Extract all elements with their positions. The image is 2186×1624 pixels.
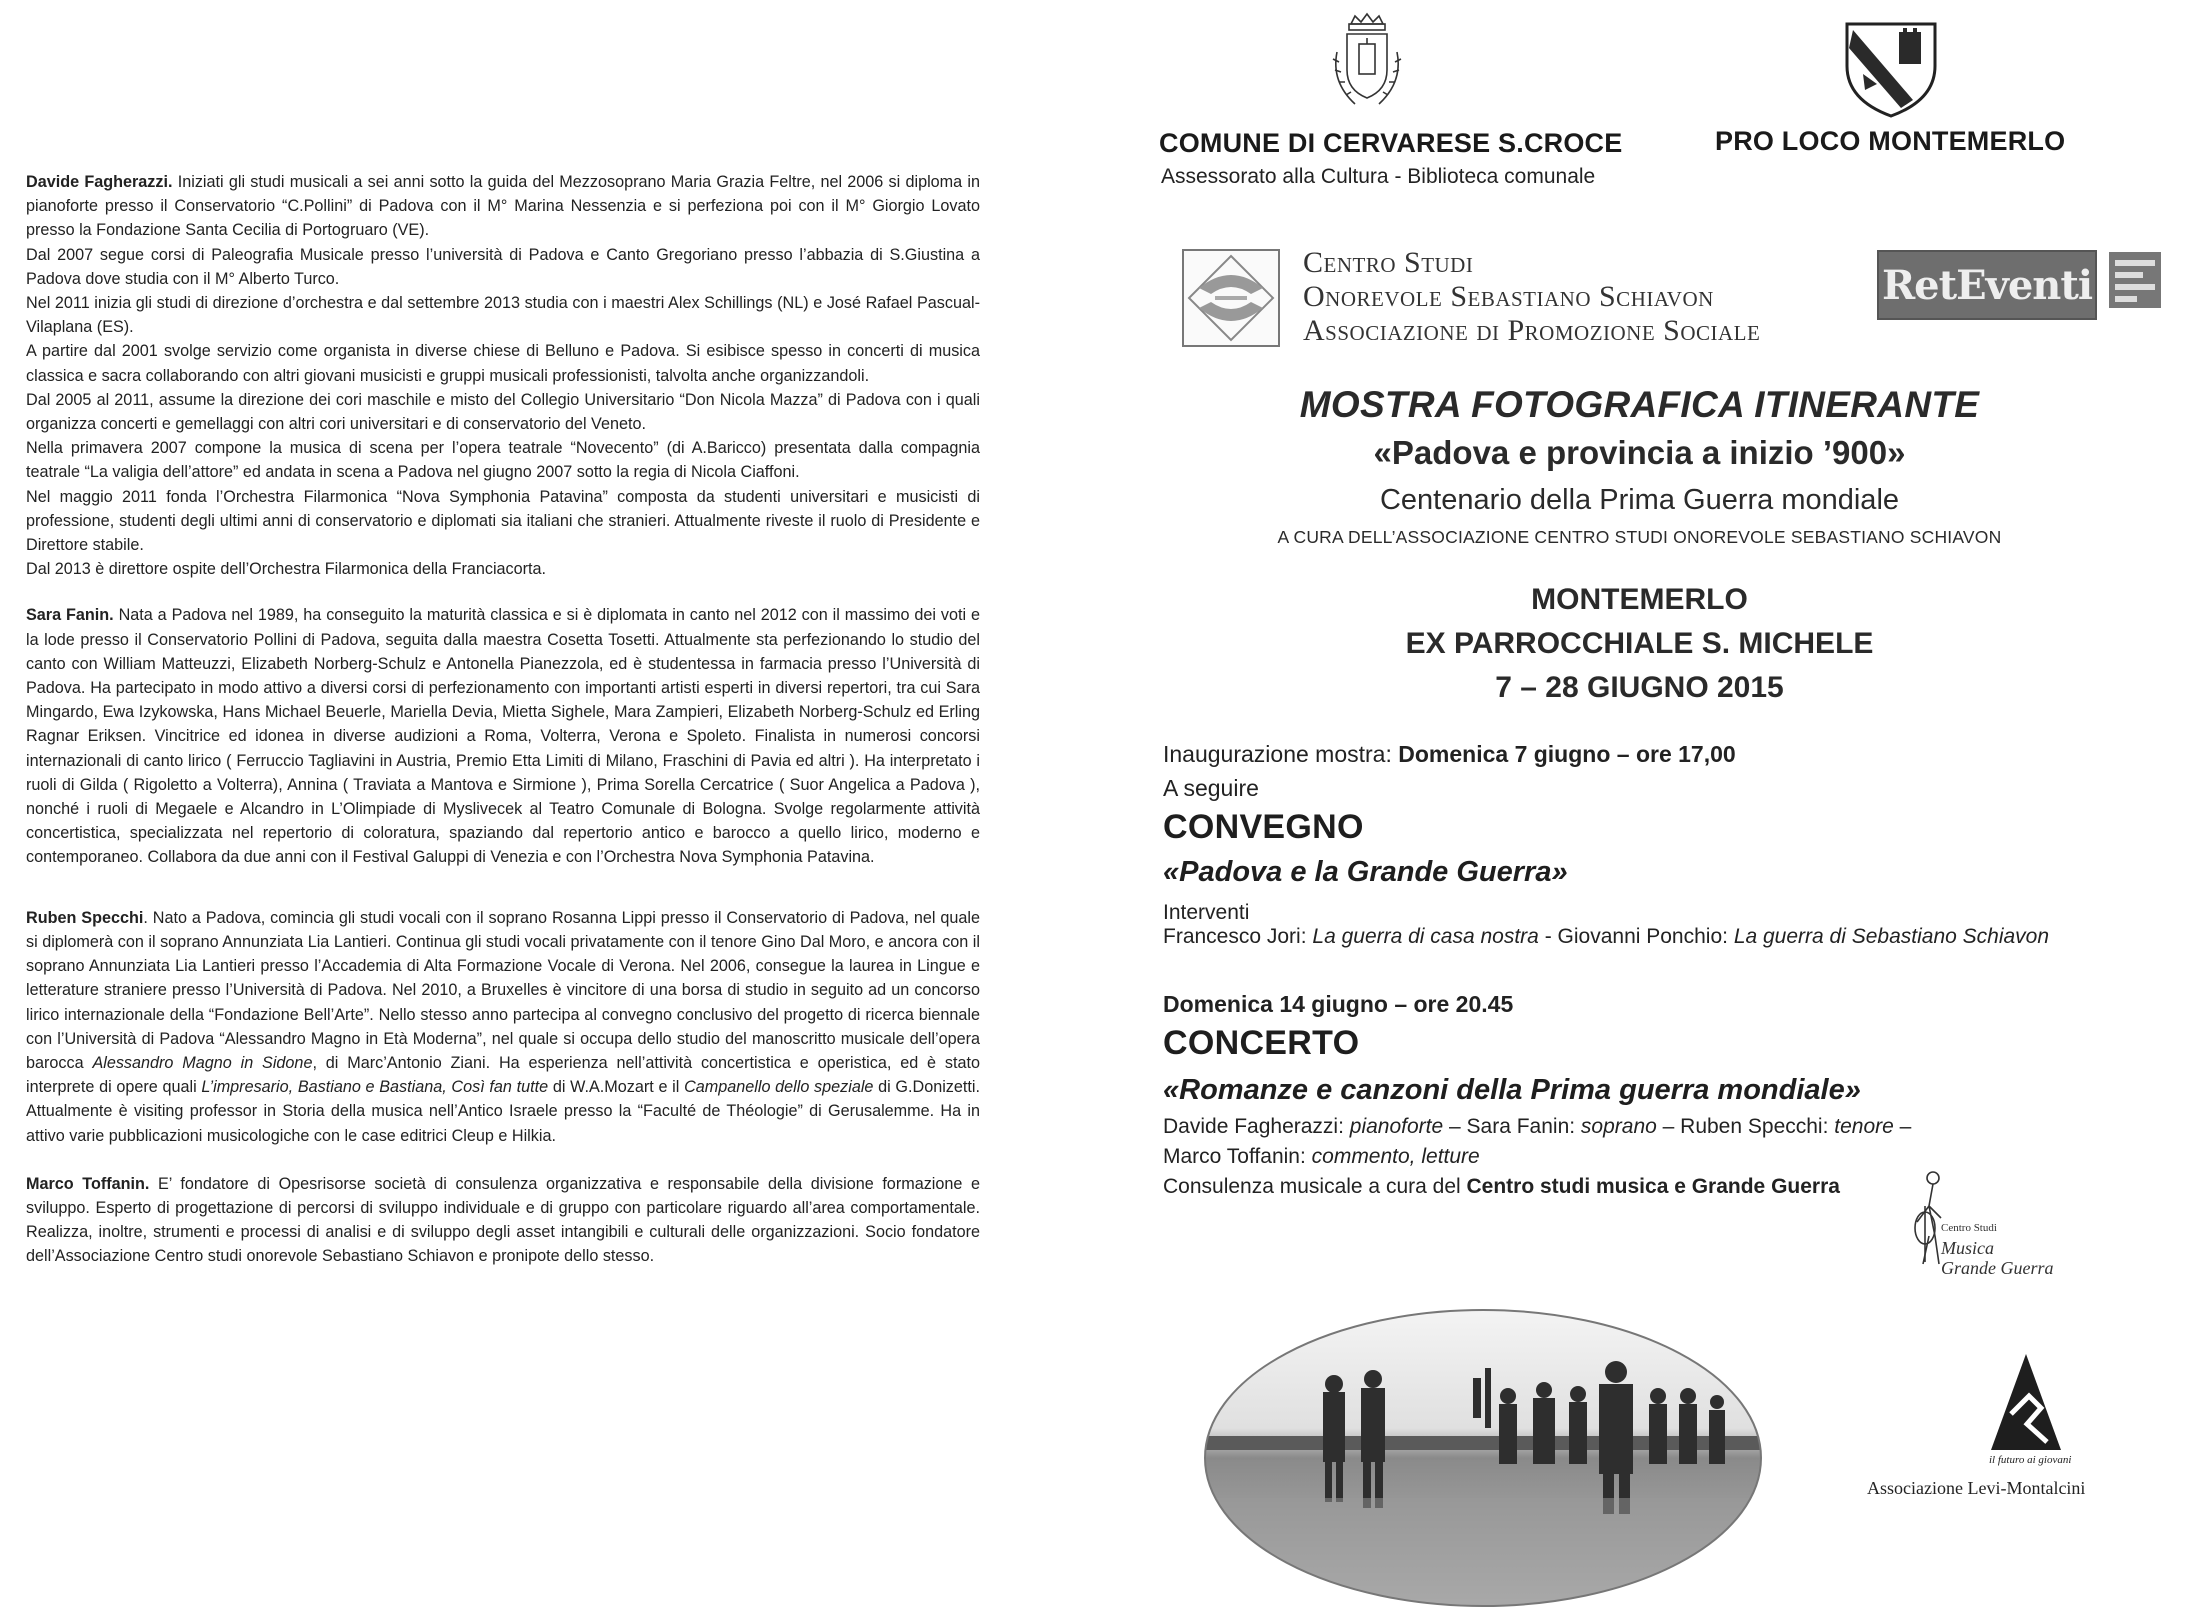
bio-text: . Nato a Padova, comincia gli studi vocali con il soprano Rosanna Lippi presso il Conservatorio di Padova, nel quale si diplomerà con il soprano Annunziata Lia Lantieri. Continua gli studi vocali privatamente con il tenore Gino Dal Moro, e ancora con il soprano Annunziata Lia Lantieri presso l’Accademia di Alta Formazione Vocale di Verona. Nel 2006, consegue la laurea in Lingue e letterature straniere presso l’Università di Padova. Nel 2010, a Bruxelles è vincitore di una borsa di studio in seguito ad un concorso lirico internazionale della “Fondazione Bell’Arte”. Nello stesso anno partecipa al convegno conclusivo del progetto di ricerca biennale con l’Università di Padova “Alessandro Magno in Età Moderna”, nel quale si occupa dello studio del manoscritto musicale dell’opera barocca (26, 908, 981, 1072)
concerto-date: Domenica 14 giugno – ore 20.45 (1163, 991, 1514, 1017)
biographies (26, 170, 980, 1269)
curated-by-line: A CURA DELL’ASSOCIAZIONE CENTRO STUDI ONOREVOLE SEBASTIANO SCHIAVON (1277, 527, 2002, 547)
bio-name: Davide Fagherazzi. (26, 173, 173, 191)
performer-role: soprano (1580, 1115, 1657, 1138)
concerto-performers-line2 (1163, 1142, 1480, 1172)
separator: - (1538, 925, 1558, 948)
centro-studi-text (1303, 246, 1760, 348)
bio-paragraph: Dal 2005 al 2011, assume la direzione dei cori maschile e misto del Collegio Universitario “Don Nicola Mazza” di Padova con i quali organizza concerti e gemellaggi con altri cori universitari e di conservatorio del Veneto. (26, 390, 980, 434)
levi-montalcini-logo-icon (1989, 1352, 2063, 1452)
convegno-title: «Padova e la Grande Guerra» (1163, 856, 1568, 888)
performer-role: tenore (1834, 1115, 1894, 1138)
concerto-performers-line1 (1163, 1112, 1911, 1142)
performer-name: Davide Fagherazzi: (1163, 1115, 1350, 1138)
concerto-heading: CONCERTO (1163, 1024, 1360, 1062)
venue-block (1093, 578, 2186, 710)
consulenza-label: Consulenza musicale a cura del (1163, 1175, 1467, 1198)
consulenza-line (1163, 1172, 1840, 1202)
bio-opera-title: Campanello dello speziale (684, 1078, 874, 1097)
bio-paragraph: Dal 2013 è direttore ospite dell’Orchestra Filarmonica della Franciacorta. (26, 560, 547, 579)
levi-name: Associazione Levi-Montalcini (1867, 1478, 2086, 1498)
bio-name: Ruben Specchi (26, 908, 144, 927)
historic-photo (1203, 1308, 1763, 1608)
comune-subtitle: Assessorato alla Cultura - Biblioteca comunale (1161, 165, 1596, 188)
speaker-name: Giovanni Ponchio: (1557, 925, 1734, 948)
venue-place: EX PARROCCHIALE S. MICHELE (1405, 627, 1874, 660)
performer-role: commento, letture (1311, 1145, 1480, 1168)
exhibition-title: MOSTRA FOTOGRAFICA ITINERANTE (1299, 384, 1980, 425)
bio-davide-fagherazzi (26, 170, 980, 581)
musica-logo-line: Musica (1941, 1238, 1994, 1258)
a-seguire: A seguire (1163, 775, 1259, 801)
performer-name: – Ruben Specchi: (1656, 1115, 1835, 1138)
centenary-line: Centenario della Prima Guerra mondiale (1379, 484, 1900, 516)
inauguration-label: Inaugurazione mostra: (1163, 741, 1399, 767)
centro-line: Associazione di Promozione Sociale (1303, 314, 1761, 347)
concerto-title: «Romanze e canzoni della Prima guerra mondiale» (1163, 1074, 1861, 1106)
convegno-speakers (1163, 922, 2049, 952)
bio-paragraph: A partire dal 2001 svolge servizio come organista in diverse chiese di Belluno e Padova. Si esibisce spesso in concerti di musica classica e sacra collaborando con altri giovani musicisti e gruppi musicali professionisti, talvolta anche organizzandoli. (26, 342, 980, 385)
centro-studi-logo-icon (1181, 248, 1281, 348)
comune-name: COMUNE DI CERVARESE S.CROCE (1159, 128, 1623, 158)
centro-line: Centro Studi (1303, 246, 1474, 279)
musica-logo-line: Centro Studi (1941, 1222, 1997, 1234)
reteventi-logo-text: RetEventi (1881, 261, 2093, 309)
performer-role: pianoforte (1349, 1115, 1444, 1138)
bio-paragraph: Iniziati gli studi musicali a sei anni sotto la guida del Mezzosoprano Maria Grazia Feltre, nel 2006 si diploma in pianoforte presso il Conservatorio “C.Pollini” di Padova con il M° Marina Nessenzia e si perfeziona poi con il M° Giorgio Lovato presso la Fondazione Santa Cecilia di Portogruaro (VE). (26, 173, 980, 240)
bio-name: Marco Toffanin. (26, 1174, 150, 1193)
bio-paragraph: Nel maggio 2011 fonda l’Orchestra Filarmonica “Nova Symphonia Patavina” composta da studenti universitari e musicisti di professione, studenti degli ultimi anni di conservatorio e diplomati sia italiani che stranieri. Attualmente riveste il ruolo di Presidente e Direttore stabile. (26, 487, 980, 555)
bio-paragraph: Nella primavera 2007 compone la musica di scena per l’opera teatrale “Novecento” (di A.Baricco) presentata dalla compagnia teatrale “La valigia dell’attore” ed andata in scena a Padova nel giugno 2007 sotto la regia di Nicola Ciaffoni. (26, 439, 980, 482)
centro-line: Onorevole Sebastiano Schiavon (1303, 280, 1714, 313)
talk-title: La guerra di casa nostra (1312, 925, 1539, 948)
musica-logo-line: Grande Guerra (1941, 1258, 2054, 1278)
convegno-heading: CONVEGNO (1163, 808, 1364, 846)
bio-name: Sara Fanin. (26, 606, 114, 625)
inauguration-line (1163, 738, 1736, 771)
speaker-name: Francesco Jori: (1163, 925, 1313, 948)
bio-text: , di Marc’Antonio Ziani. Ha esperienza nell’attività concertistica e operistica, ed è stato interprete di opere quali (26, 1053, 980, 1097)
venue-dates: 7 – 28 GIUGNO 2015 (1495, 671, 1784, 704)
bio-sara-fanin (26, 603, 980, 869)
bio-ruben-specchi (26, 906, 980, 1148)
bio-text: di G.Donizetti. Attualmente è visiting professor in Storia della musica nell’Antico Israele presso la “Faculté de Théologie” di Gerusalemme. Ha in attivo varie pubblicazioni musicologiche con le case editrici Cleup e Hilkia. (26, 1078, 980, 1145)
talk-title: La guerra di Sebastiano Schiavon (1733, 925, 2050, 948)
interventi-label: Interventi (1163, 901, 1250, 924)
reteventi-logo (1877, 250, 2097, 320)
consulenza-org: Centro studi musica e Grande Guerra (1466, 1175, 1840, 1198)
bio-paragraph: Nel 2011 inizia gli studi di direzione d’orchestra e dal settembre 2013 studia con i maestri Alex Schillings (NL) e José Rafael Pascual-Vilaplana (ES). (26, 294, 980, 337)
bio-marco-toffanin (26, 1172, 980, 1269)
bio-text: di W.A.Mozart e il (548, 1078, 685, 1097)
bio-opera-title: L’impresario, Bastiano e Bastiana, Così fan tutte (201, 1078, 549, 1097)
small-logo-icon (2109, 252, 2161, 308)
exhibition-subtitle: «Padova e provincia a inizio ’900» (1373, 434, 1906, 471)
performer-name: Marco Toffanin: (1163, 1145, 1312, 1168)
comune-crest-icon (1325, 12, 1409, 112)
bio-paragraph: Dal 2007 segue corsi di Paleografia Musicale presso l’università di Padova e Canto Gregoriano presso l’abbazia di S.Giustina a Padova dove studia con il M° Alberto Turco. (26, 245, 980, 288)
venue-town: MONTEMERLO (1531, 583, 1748, 616)
proloco-name: PRO LOCO MONTEMERLO (1715, 126, 2066, 156)
proloco-shield-icon (1843, 18, 1939, 118)
inauguration-date: Domenica 7 giugno – ore 17,00 (1398, 741, 1736, 767)
levi-tagline: il futuro ai giovani (1989, 1454, 2072, 1466)
performer-name: – Sara Fanin: (1443, 1115, 1581, 1138)
separator: – (1893, 1115, 1912, 1138)
bio-paragraph: Nata a Padova nel 1989, ha conseguito la maturità classica e si è diplomata in canto nel 2012 con il massimo dei voti e la lode presso il Conservatorio Pollini di Padova, seguita dalla maestra Cosetta Tosetti. Attualmente sta perfezionando lo studio del canto con William Matteuzzi, Elizabeth Norberg-Schulz e Antonella Pianezzola, ed è studentessa in farmacia presso l’Università di Padova. Ha partecipato in modo attivo a diversi corsi di perfezionamento con importanti artisti esperti in diversi repertori, tra cui Sara Mingardo, Ewa Izykowska, Hans Michael Beuerle, Mariella Devia, Mietta Sighele, Mara Zampieri, Elizabeth Norberg-Schulz ed Erling Ragnar Eriksen. Vincitrice ed idonea in diverse audizioni a Roma, Volterra, Verona e Spoleto. Finalista in numerosi concorsi internazionali di canto lirico ( Ferruccio Tagliavini in Austria, Premio Etta Limiti di Milano, Fraschini di Pavia ed altri ). Ha interpretato i ruoli di Gilda ( Rigoletto a Volterra), Annina ( Traviata a Mantova e Sirmione ), Prima Sorella Cercatrice ( Suor Angelica a Padova ), nonché i ruoli di Megaele e Alcandro in L’Olimpiade di Myslivecek al Teatro Comunale di Bologna. Svolge regolarmente attività concertistica, specializzata nel repertorio di coloratura, spaziando dal repertorio antico e barocco a quello lirico, moderno e contemporaneo. Collabora da due anni con il Festival Galuppi di Venezia e con l’Orchestra Nova Symphonia Patavina. (26, 606, 981, 867)
right-page (1093, 0, 2186, 1624)
musica-logo-text (1941, 1218, 2054, 1278)
bio-opera-title: Alessandro Magno in Sidone (92, 1053, 313, 1072)
bio-paragraph: E’ fondatore di Opesrisorse società di consulenza organizzativa e responsabile della divisione formazione e sviluppo. Esperto di progettazione di percorsi di sviluppo individuale e di gruppo con particolare riguardo all’area comportamentale. Realizza, inoltre, strumenti e processi di analisi e di sviluppo degli asset intangibili e culturali delle organizzazioni. Socio fondatore dell’Associazione Centro studi onorevole Sebastiano Schiavon e pronipote dello stesso. (26, 1174, 980, 1266)
